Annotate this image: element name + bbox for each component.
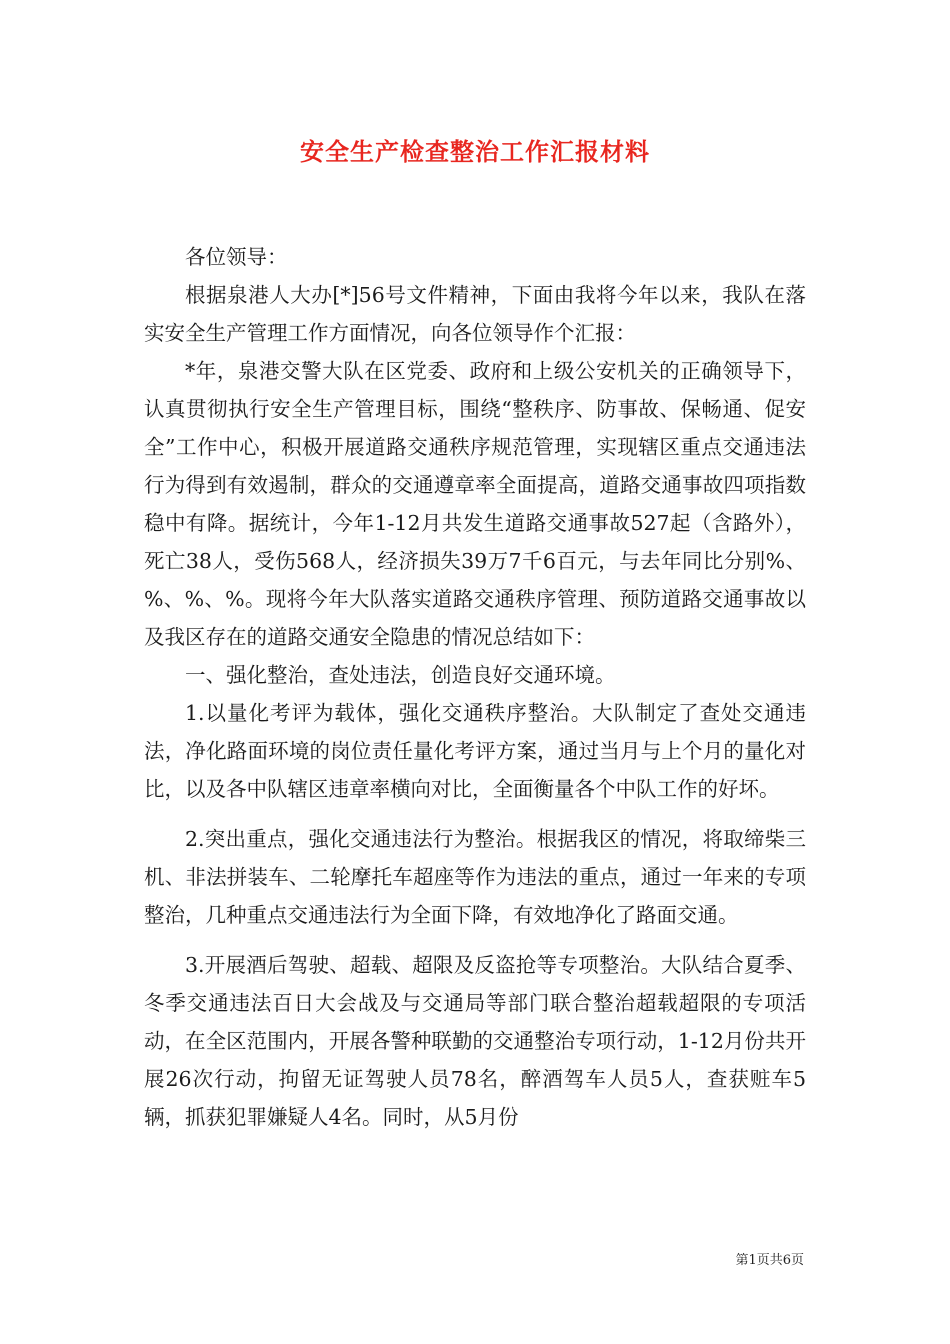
page-number: 第1页共6页 <box>735 1253 804 1268</box>
salutation: 各位领导： <box>185 245 288 269</box>
paragraph-item-2: 2.突出重点，强化交通违法行为整治。根据我区的情况，将取缔柴三机、非法拼装车、二轮摩托车超座等作为违法的重点，通过一年来的专项整治，几种重点交通违法行为全面下降，有效地净化了路面交通。 <box>144 827 806 927</box>
paragraph-intro: 根据泉港人大办[*]56号文件精神，下面由我将今年以来，我队在落实安全生产管理工作方面情况，向各位领导作个汇报： <box>144 283 806 345</box>
paragraph-item-1: 1.以量化考评为载体，强化交通秩序整治。大队制定了查处交通违法，净化路面环境的岗位责任量化考评方案，通过当月与上个月的量化对比，以及各中队辖区违章率横向对比，全面衡量各个中队工作的好坏。 <box>144 701 806 801</box>
document-body <box>144 238 806 1136</box>
paragraph-summary: *年，泉港交警大队在区党委、政府和上级公安机关的正确领导下，认真贯彻执行安全生产管理目标，围绕“整秩序、防事故、保畅通、促安全”工作中心，积极开展道路交通秩序规范管理，实现辖区重点交通违法行为得到有效遏制，群众的交通遵章率全面提高，道路交通事故四项指数稳中有降。据统计，今年1-12月共发生道路交通事故527起（含路外），死亡38人，受伤568人，经济损失39万7千6百元，与去年同比分别%、%、%、%。现将今年大队落实道路交通秩序管理、预防道路交通事故以及我区存在的道路交通安全隐患的情况总结如下： <box>144 359 806 649</box>
paragraph-item-3: 3.开展酒后驾驶、超载、超限及反盗抢等专项整治。大队结合夏季、冬季交通违法百日大会战及与交通局等部门联合整治超载超限的专项活动，在全区范围内，开展各警种联勤的交通整治专项行动，1-12月份共开展26次行动，拘留无证驾驶人员78名，醉酒驾车人员5人，查获赃车5辆，抓获犯罪嫌疑人4名。同时，从5月份 <box>144 953 806 1129</box>
document-title: 安全生产检查整治工作汇报材料 <box>300 137 650 166</box>
section-heading-1: 一、强化整治，查处违法，创造良好交通环境。 <box>185 663 616 687</box>
